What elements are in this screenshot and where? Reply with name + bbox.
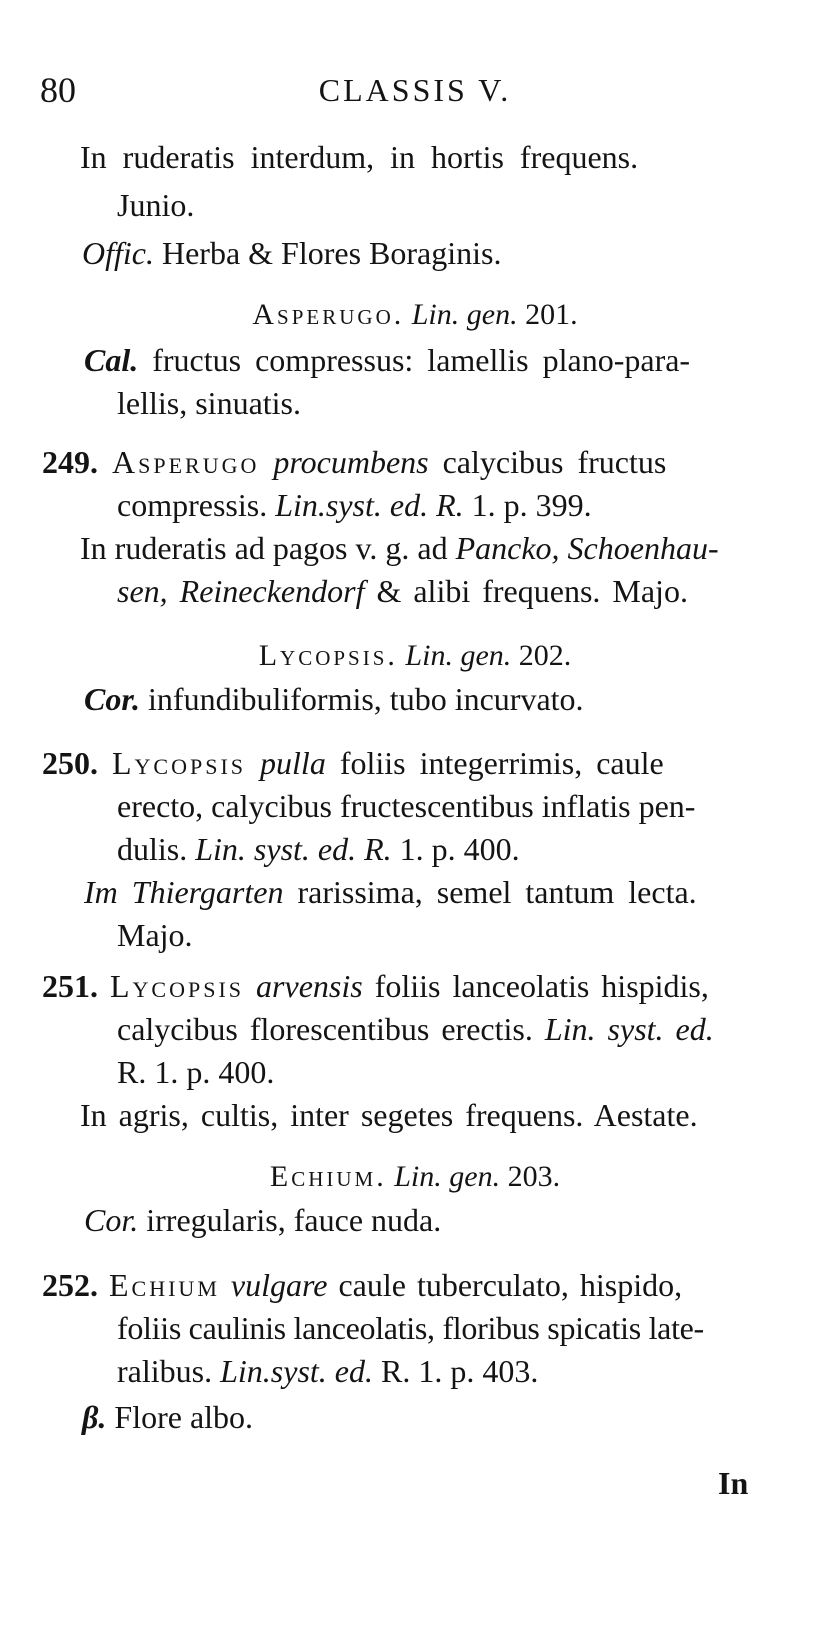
officinal-line: [82, 233, 501, 273]
habitat-locality: Pancko, Schoenhau-: [455, 530, 719, 566]
species-description: dulis.: [117, 831, 188, 867]
habitat-locality: sen,: [117, 573, 168, 609]
officinal-label: Offic.: [82, 235, 154, 271]
species-genus: Asperugo: [112, 444, 260, 480]
genus-ref-label: Lin.: [411, 298, 460, 331]
reference-syst: syst.: [325, 487, 382, 523]
species-genus: Echium: [109, 1267, 220, 1303]
genus-name: Echium.: [269, 1160, 387, 1193]
diagnosis-label: Cor.: [84, 1202, 139, 1238]
species-genus: Lycopsis: [110, 968, 245, 1004]
running-head: CLASSIS V.: [318, 72, 512, 108]
habitat-text: & alibi frequens. Majo.: [376, 573, 688, 609]
genus-ref-gen: gen.: [449, 1160, 501, 1193]
reference-syst: syst.: [270, 1353, 327, 1389]
genus-ref-num: 202.: [518, 639, 572, 672]
species-entry: [42, 743, 664, 783]
reference-page: 1. p. 399.: [471, 487, 592, 523]
diagnosis-text: infundibuliformis, tubo incurvato.: [148, 681, 584, 717]
species-description: calycibus florescentibus erectis.: [117, 1011, 533, 1047]
diagnosis-line: [84, 1200, 441, 1240]
habitat-line: Majo.: [117, 917, 193, 953]
reference-page: R. 1. p. 403.: [380, 1353, 539, 1389]
reference-ed: ed.: [675, 1011, 714, 1047]
species-entry-line: [117, 485, 592, 525]
variety-label: β.: [82, 1399, 107, 1435]
species-description: compressis.: [117, 487, 268, 523]
entry-number: 250.: [42, 745, 98, 781]
species-entry-line: erecto, calycibus fructescentibus inflatis pen-: [117, 788, 696, 824]
habitat-line: Junio.: [117, 187, 195, 223]
habitat-line: [84, 872, 697, 912]
reference-syst: syst.: [607, 1011, 664, 1047]
variety-line: [82, 1397, 253, 1437]
species-description: foliis integerrimis, caule: [339, 745, 664, 781]
species-entry: [42, 1265, 682, 1305]
variety-text: Flore albo.: [114, 1399, 254, 1435]
genus-name: Asperugo.: [252, 298, 405, 331]
habitat-locality: Im Thiergarten: [84, 874, 284, 910]
species-epithet: arvensis: [256, 968, 363, 1004]
species-entry-line: [117, 829, 520, 869]
species-description: caule tuberculato, hispido,: [338, 1267, 683, 1303]
genus-name: Lycopsis.: [258, 639, 398, 672]
diagnosis-text: irregularis, fauce nuda.: [146, 1202, 442, 1238]
reference-lin: Lin.: [544, 1011, 596, 1047]
genus-ref-num: 203.: [507, 1160, 561, 1193]
species-epithet: pulla: [260, 745, 326, 781]
diagnosis-label: Cor.: [84, 681, 141, 717]
habitat-line: In agris, cultis, inter segetes frequens. Aestate.: [80, 1097, 698, 1133]
genus-heading: [0, 1157, 830, 1197]
diagnosis-line: [84, 340, 690, 380]
genus-ref-gen: gen.: [460, 639, 512, 672]
habitat-text: rarissima, semel tantum lecta.: [297, 874, 697, 910]
species-description: foliis lanceolatis hispidis,: [374, 968, 709, 1004]
diagnosis-line: lellis, sinuatis.: [117, 385, 301, 421]
entry-number: 251.: [42, 968, 98, 1004]
reference-lin: Lin.: [220, 1353, 271, 1389]
genus-ref-num: 201.: [525, 298, 578, 331]
reference-r: R.: [364, 831, 392, 867]
reference-page: 1. p. 400.: [399, 831, 520, 867]
genus-ref-gen: gen.: [466, 298, 518, 331]
species-description: ralibus.: [117, 1353, 213, 1389]
reference-syst: syst.: [253, 831, 310, 867]
diagnosis-label: Cal.: [84, 342, 139, 378]
genus-ref-label: Lin.: [405, 639, 453, 672]
habitat-locality: Reineckendorf: [179, 573, 365, 609]
page-number: 80: [40, 70, 76, 110]
species-entry: [42, 966, 709, 1006]
diagnosis-line: [84, 679, 584, 719]
species-entry-line: [117, 1009, 714, 1049]
species-description: calycibus fructus: [442, 444, 667, 480]
genus-ref-label: Lin.: [394, 1160, 442, 1193]
species-epithet: procumbens: [273, 444, 429, 480]
entry-number: 252.: [42, 1267, 98, 1303]
species-entry-line: foliis caulinis lanceolatis, floribus spicatis late-: [117, 1310, 704, 1346]
habitat-line: In ruderatis interdum, in hortis frequens.: [80, 139, 639, 175]
species-entry-line: [117, 1351, 538, 1391]
species-entry-line: R. 1. p. 400.: [117, 1054, 275, 1090]
genus-heading: [0, 295, 830, 335]
reference-r: R.: [436, 487, 464, 523]
reference-ed: ed.: [334, 1353, 373, 1389]
officinal-text: Herba & Flores Boraginis.: [161, 235, 502, 271]
habitat-text: In ruderatis ad pagos v. g. ad: [80, 530, 448, 566]
catchword: In: [718, 1465, 749, 1501]
reference-ed: ed.: [317, 831, 357, 867]
species-epithet: vulgare: [230, 1267, 328, 1303]
reference-lin: Lin.: [195, 831, 246, 867]
species-genus: Lycopsis: [112, 745, 247, 781]
species-entry: [42, 442, 666, 482]
habitat-line: [117, 571, 688, 611]
entry-number: 249.: [42, 444, 98, 480]
genus-heading: [0, 636, 830, 676]
habitat-line: [80, 528, 719, 568]
reference-ed: ed.: [389, 487, 429, 523]
diagnosis-text: fructus compressus: lamellis plano-para-: [152, 342, 691, 378]
reference-lin: Lin.: [275, 487, 326, 523]
